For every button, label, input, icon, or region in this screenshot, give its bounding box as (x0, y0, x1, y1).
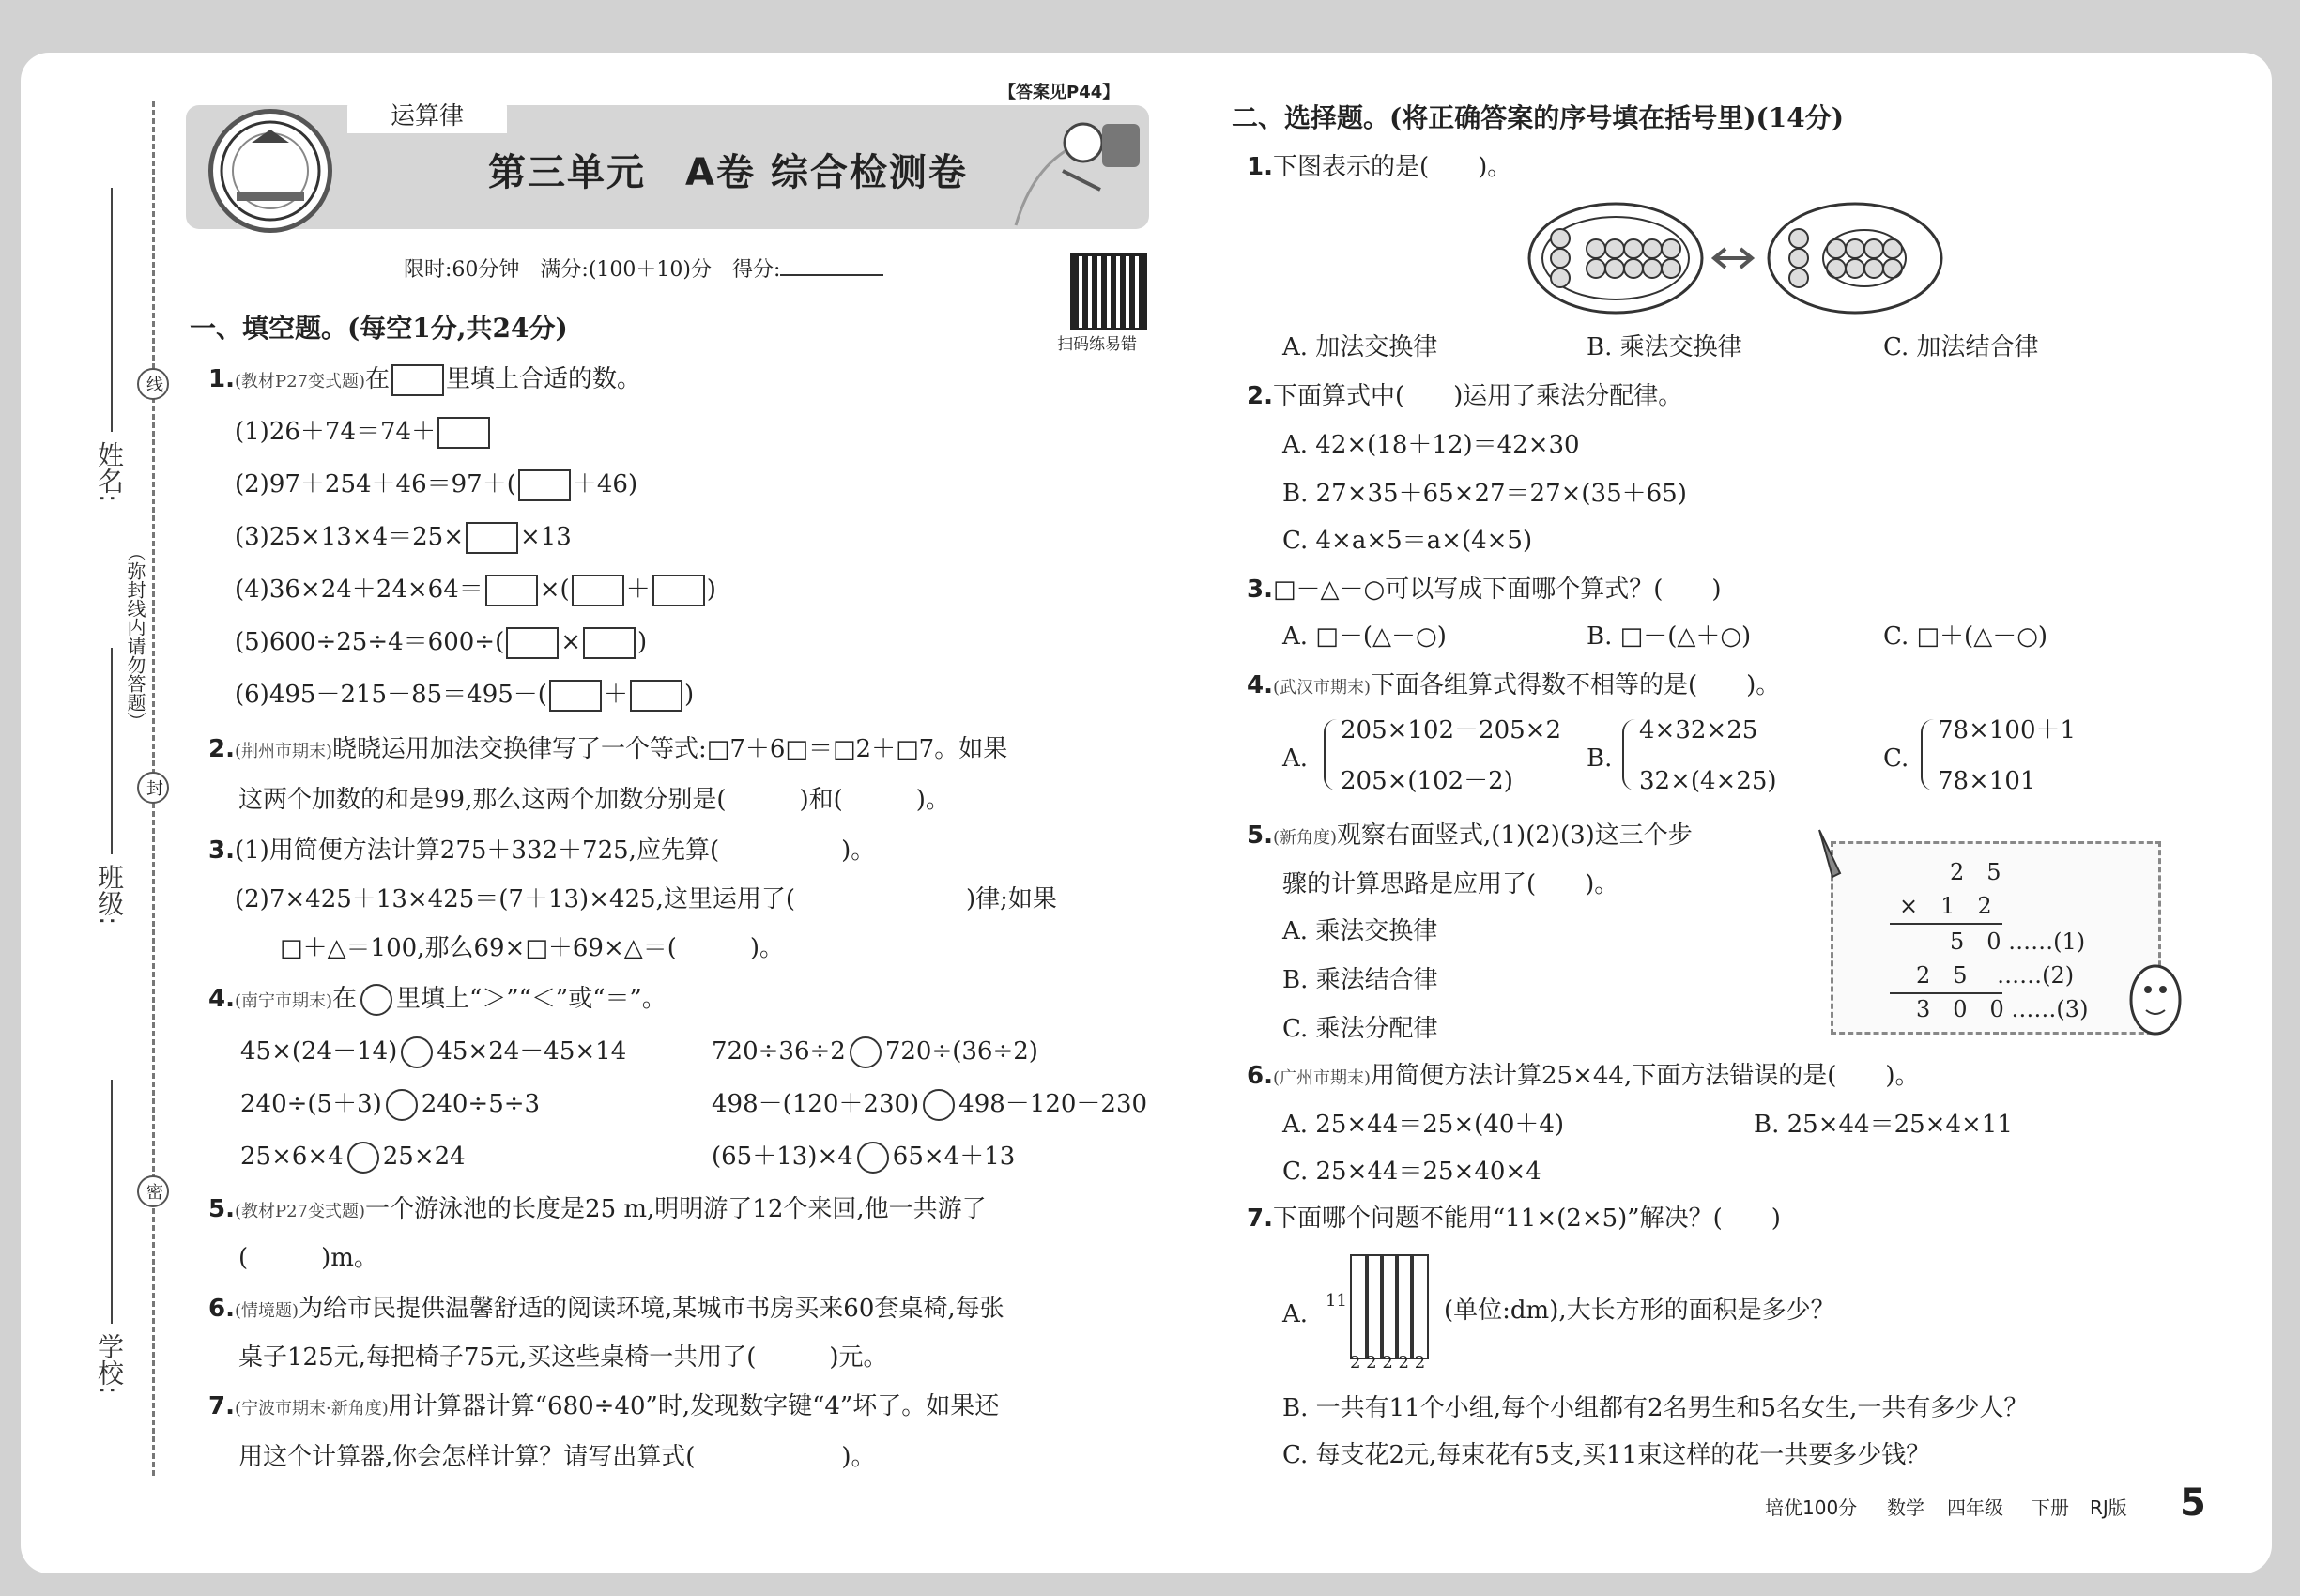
choice-q3-option-b[interactable]: B. □－(△＋○) (1587, 622, 1752, 651)
answer-box[interactable] (652, 575, 705, 606)
choice-q5 (1247, 821, 1693, 853)
item6-text-a: (6)495－215－85＝495－( (235, 681, 547, 709)
option-top: 4×32×25 (1639, 716, 1758, 744)
compare-expr: 720÷(36÷2) (884, 1037, 1038, 1066)
item5-text-c: ) (637, 628, 648, 656)
choice-q5-line1: 观察右面竖式,(1)(2)(3)这三个步 (1337, 821, 1693, 850)
compare-circle[interactable] (857, 1142, 889, 1174)
compare-row-1-left (240, 1036, 626, 1068)
class-line (111, 648, 113, 854)
rectangle-strip (1410, 1254, 1429, 1359)
choice-q4 (1247, 670, 1780, 703)
choice-q3-option-a[interactable]: A. □－(△－○) (1282, 622, 1447, 651)
fill-q6-source: (情境题) (234, 1301, 299, 1321)
fill-q6 (208, 1294, 1004, 1327)
fill-q1-item-5 (235, 627, 647, 659)
qr-label: 扫码练易错 (1057, 335, 1137, 354)
fill-q5-source: (教材P27变式题) (234, 1202, 366, 1221)
fill-q1-text-a: 在 (365, 365, 391, 393)
brand-logo (208, 109, 332, 233)
choice-q6-source: (广州市期末) (1272, 1068, 1372, 1088)
compare-circle[interactable] (347, 1142, 379, 1174)
fill-q7-line1: 用计算器计算“680÷40”时,发现数字键“4”坏了。如果还 (388, 1392, 1000, 1420)
fill-q4 (208, 984, 667, 1017)
item6-text-b: ＋ (603, 681, 628, 709)
rectangles-figure (1350, 1254, 1434, 1358)
compare-circle[interactable] (386, 1089, 418, 1121)
item2-text-a: (2)97＋254＋46＝97＋( (235, 470, 516, 499)
compare-expr: 240÷5÷3 (421, 1090, 541, 1118)
choice-q4-text: 下面各组算式得数不相等的是( )。 (1371, 671, 1781, 699)
item5-text-a: (5)600÷25÷4＝600÷( (235, 628, 505, 656)
answer-reference: 【答案见P44】 (995, 79, 1123, 103)
compare-row-3-right (712, 1142, 1015, 1174)
fill-q4-source: (南宁市期末) (234, 991, 333, 1011)
choice-q6-text: 用简便方法计算25×44,下面方法错误的是( )。 (1371, 1062, 1920, 1090)
footer-subject: 数学 (1887, 1496, 1924, 1519)
compare-expr: 45×24－45×14 (437, 1037, 627, 1066)
choice-q7 (1247, 1204, 1781, 1234)
choice-q6-number: 6. (1247, 1062, 1273, 1090)
option-bottom: 78×101 (1938, 767, 2036, 795)
choice-q7-number: 7. (1247, 1205, 1273, 1233)
choice-q5-line2: 骤的计算思路是应用了( )。 (1282, 870, 1619, 898)
fill-q5-line2: ( )m。 (238, 1244, 378, 1272)
fill-q1-item-2 (235, 469, 637, 501)
compare-circle[interactable] (401, 1036, 433, 1068)
answer-box[interactable] (485, 575, 538, 606)
fill-q7-line2: 用这个计算器,你会怎样计算？请写出算式( )。 (238, 1443, 876, 1471)
fill-q1-text-b: 里填上合适的数。 (446, 365, 642, 393)
cartoon-character-icon (2118, 948, 2193, 1042)
calc-rule-1 (1890, 923, 2002, 925)
fill-q3-line1: (1)用简便方法计算275＋332＋725,应先算( )。 (234, 836, 876, 865)
choice-q6-option-a[interactable]: A. 25×44＝25×(40＋4) (1282, 1111, 1565, 1139)
item1-text: (1)26＋74＝74＋ (235, 418, 437, 446)
choice-q2 (1247, 381, 1682, 411)
item4-text-a: (4)36×24＋24×64＝ (235, 575, 483, 604)
compare-row-2-left (240, 1089, 540, 1121)
choice-q5-source: (新角度) (1272, 828, 1338, 848)
footer-book: 培优100分 (1765, 1496, 1858, 1519)
fill-q7-number: 7. (208, 1392, 235, 1420)
ring-mi: 密 (137, 1175, 169, 1207)
compare-expr: (65＋13)×4 (712, 1143, 853, 1171)
name-line (111, 188, 113, 432)
qr-code-icon[interactable] (1070, 253, 1147, 330)
fill-q1 (208, 364, 641, 397)
choice-q2-option-b[interactable]: B. 27×35＋65×27＝27×(35＋65) (1282, 480, 1687, 508)
unit-tab: 运算律 (347, 100, 507, 133)
compare-row-3-left (240, 1142, 466, 1174)
choice-q5-number: 5. (1247, 821, 1273, 850)
brace (1622, 719, 1637, 790)
fill-q7 (208, 1391, 999, 1424)
rect-bottom-label: 2 2 2 2 2 (1350, 1353, 1426, 1373)
brace (1324, 719, 1339, 790)
answer-box[interactable] (437, 417, 490, 449)
choice-q1-text: 下图表示的是( )。 (1272, 153, 1512, 181)
name-label: 姓名: (94, 441, 125, 503)
fill-q5-number: 5. (208, 1195, 235, 1223)
fill-q1-item-4 (235, 575, 716, 606)
fill-q1-item-6 (235, 680, 694, 712)
choice-q1-number: 1. (1247, 153, 1273, 181)
compare-expr: 720÷36÷2 (712, 1037, 846, 1066)
fill-q7-source: (宁波市期末·新角度) (234, 1399, 389, 1419)
compare-expr: 498－(120＋230) (712, 1090, 920, 1118)
answer-box[interactable] (549, 680, 602, 712)
compare-expr: 45×(24－14) (240, 1037, 398, 1066)
school-line (111, 1080, 113, 1324)
choice-q2-number: 2. (1247, 382, 1273, 410)
exam-meta (404, 253, 883, 283)
choice-q4-label-c[interactable]: C. (1883, 744, 1909, 773)
fill-q1-number: 1. (208, 365, 235, 393)
exam-meta-text: 限时:60分钟 满分:(100＋10)分 得分: (404, 258, 781, 282)
choice-q7-option-c[interactable]: C. 每支花2元,每束花有5支,买11束这样的花一共要多少钱？ (1282, 1441, 1931, 1469)
choice-q6-option-b[interactable]: B. 25×44＝25×4×11 (1754, 1111, 2013, 1139)
fill-q6-line1: 为给市民提供温馨舒适的阅读环境,某城市书房买来60套桌椅,每张 (299, 1295, 1004, 1323)
choice-q3-option-c[interactable]: C. □＋(△－○) (1883, 622, 2048, 651)
choice-q1 (1247, 152, 1511, 182)
choice-q1-option-a[interactable]: A. 加法交换律 (1282, 333, 1438, 361)
mascot-illustration-icon (997, 105, 1147, 227)
option-top: 205×102－205×2 (1341, 716, 1561, 744)
sample-circle (360, 984, 392, 1016)
choice-q4-label-b[interactable]: B. (1587, 744, 1613, 773)
compare-expr: 240÷(5＋3) (240, 1090, 382, 1118)
choice-q6 (1247, 1061, 1920, 1094)
choice-q4-label-a[interactable]: A. (1282, 744, 1309, 773)
choice-q2-option-c[interactable]: C. 4×a×5＝a×(4×5) (1282, 527, 1533, 555)
pencil-icon (1812, 826, 1849, 882)
school-label: 学校: (94, 1333, 125, 1395)
fill-q6-line2: 桌子125元,每把椅子75元,买这些桌椅一共用了( )元。 (238, 1343, 888, 1372)
answer-box[interactable] (506, 627, 559, 659)
choice-q1-option-b[interactable]: B. 乘法交换律 (1587, 333, 1742, 361)
ring-feng: 封 (137, 772, 169, 804)
choice-q7-text: 下面哪个问题不能用“11×(2×5)”解决？( ) (1272, 1205, 1781, 1233)
answer-box[interactable] (583, 627, 636, 659)
compare-row-1-right (712, 1036, 1038, 1068)
fill-q3-number: 3. (208, 836, 235, 865)
answer-box[interactable] (518, 469, 571, 501)
ring-xian: 线 (137, 368, 169, 400)
choice-q5-option-c[interactable]: C. 乘法分配律 (1282, 1015, 1438, 1043)
item3-text-b: ×13 (519, 523, 572, 551)
compare-row-2-right (712, 1089, 1147, 1121)
choice-q3-number: 3. (1247, 575, 1273, 604)
choice-q3 (1247, 575, 1722, 605)
compare-circle[interactable] (923, 1089, 955, 1121)
brand-logo-icon (218, 118, 323, 223)
fill-q4-text-b: 里填上“＞”“＜”或“＝”。 (396, 985, 667, 1013)
fill-q5-line1: 一个游泳池的长度是25 m,明明游了12个来回,他一共游了 (365, 1195, 987, 1223)
choice-q7-option-b[interactable]: B. 一共有11个小组,每个小组都有2名男生和5名女生,一共有多少人？ (1282, 1394, 2029, 1422)
fill-q2-line1: 晓晓运用加法交换律写了一个等式:□7＋6□＝□2＋□7。如果 (332, 735, 1008, 763)
section-fill-title: 一、填空题。(每空1分,共24分) (190, 313, 568, 344)
calc-row-2: × 1 2 (1899, 893, 1992, 919)
item6-text-c: ) (683, 681, 695, 709)
compare-expr: 25×24 (382, 1143, 466, 1171)
compare-circle[interactable] (850, 1036, 882, 1068)
vertical-calculation-box (1831, 841, 2161, 1035)
grouped-dots-diagram-icon (1526, 197, 1949, 319)
choice-q2-text: 下面算式中( )运用了乘法分配律。 (1272, 382, 1683, 410)
section-choice-title: 二、选择题。(将正确答案的序号填在括号里)(14分) (1232, 102, 1844, 133)
option-bottom: 205×(102－2) (1341, 767, 1513, 795)
calc-row-5: 3 0 0 ……(3) (1916, 996, 2089, 1022)
fill-q1-item-3 (235, 522, 572, 554)
answer-box[interactable] (630, 680, 682, 712)
page-title: 第三单元 A卷 综合检测卷 (488, 151, 968, 194)
choice-q2-option-a[interactable]: A. 42×(18＋12)＝42×30 (1282, 431, 1580, 459)
fill-q2-source: (荆州市期末) (234, 742, 333, 761)
compare-expr: 25×6×4 (240, 1143, 344, 1171)
item4-text-c: ＋ (625, 575, 651, 604)
fill-q3-line3: □＋△＝100,那么69×□＋69×△＝( )。 (280, 934, 785, 962)
sample-box (391, 364, 444, 396)
choice-q7-option-a-label[interactable]: A. (1282, 1300, 1309, 1328)
choice-q5-option-b[interactable]: B. 乘法结合律 (1282, 966, 1438, 994)
score-blank[interactable] (780, 274, 883, 276)
item2-text-b: ＋46) (572, 470, 638, 499)
choice-q3-text: □－△－○可以写成下面哪个算式？( ) (1272, 575, 1722, 604)
fill-q6-number: 6. (208, 1295, 235, 1323)
seal-note: （弥封线内请勿答题） (124, 543, 146, 730)
item4-text-b: ×( (539, 575, 570, 604)
footer-grade: 四年级 (1947, 1496, 2003, 1519)
choice-q4-number: 4. (1247, 671, 1273, 699)
compare-expr: 65×4＋13 (892, 1143, 1016, 1171)
choice-q7-option-a[interactable]: (单位:dm),大长方形的面积是多少？ (1444, 1297, 1835, 1325)
class-label: 班级: (94, 864, 125, 926)
footer-edition: RJ版 (2090, 1496, 2127, 1519)
item3-text-a: (3)25×13×4＝25× (235, 523, 464, 551)
fill-q3 (208, 836, 875, 866)
answer-box[interactable] (572, 575, 624, 606)
calc-row-1: 2 5 (1950, 859, 2001, 885)
choice-q1-option-c[interactable]: C. 加法结合律 (1883, 333, 2039, 361)
fill-q5 (208, 1194, 987, 1227)
calc-row-4: 2 5 ……(2) (1916, 962, 2075, 989)
choice-q6-option-c[interactable]: C. 25×44＝25×40×4 (1282, 1158, 1541, 1186)
fill-q3-line2: (2)7×425＋13×425＝(7＋13)×425,这里运用了( )律;如果 (235, 885, 1057, 913)
answer-box[interactable] (466, 522, 518, 554)
fill-q2-line2: 这两个加数的和是99,那么这两个加数分别是( )和( )。 (238, 786, 950, 814)
compare-expr: 498－120－230 (958, 1090, 1148, 1118)
footer-term: 下册 (2032, 1496, 2069, 1519)
item5-text-b: × (560, 628, 582, 656)
page-number: 5 (2180, 1481, 2206, 1525)
fill-q1-source: (教材P27变式题) (234, 372, 366, 391)
choice-q5-option-a[interactable]: A. 乘法交换律 (1282, 917, 1438, 945)
rect-side-label: 11 (1326, 1291, 1347, 1311)
item4-text-d: ) (706, 575, 716, 604)
fill-q2 (208, 734, 1007, 767)
choice-q4-source: (武汉市期末) (1272, 678, 1372, 698)
fill-q2-number: 2. (208, 735, 235, 763)
fill-q4-number: 4. (208, 985, 235, 1013)
option-top: 78×100＋1 (1938, 716, 2077, 744)
brace (1921, 719, 1936, 790)
fill-q4-text-a: 在 (332, 985, 358, 1013)
option-bottom: 32×(4×25) (1639, 767, 1777, 795)
calc-row-3: 5 0 ……(1) (1950, 928, 2086, 955)
fill-q1-item-1 (235, 417, 492, 449)
